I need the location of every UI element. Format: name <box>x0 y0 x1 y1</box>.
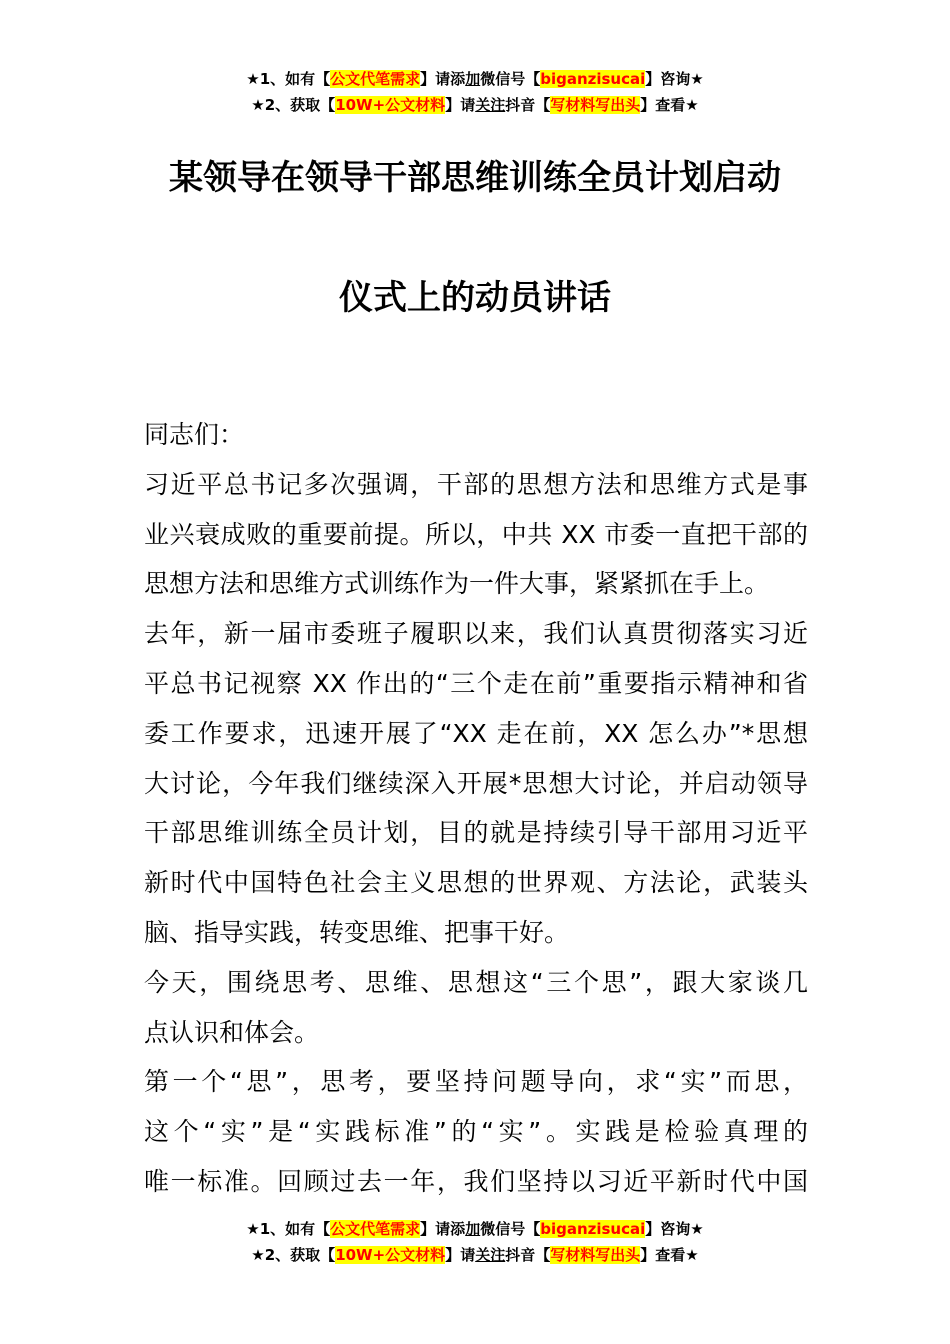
banner-text: ★2、获取【 <box>251 96 336 114</box>
banner-line-2 <box>0 92 950 118</box>
footer-banner <box>0 1216 950 1268</box>
highlight-wechat-id: biganzisucai <box>540 1220 646 1238</box>
banner-text: ★1、如有【 <box>246 70 331 88</box>
body-line: 习近平总书记多次强调，干部的思想方法和思维方式是事 <box>144 469 808 499</box>
banner-text: 】查看★ <box>640 1246 699 1264</box>
header-banner <box>0 66 950 118</box>
banner-text: 抖音【 <box>505 1246 551 1264</box>
salutation: 同志们： <box>144 420 245 449</box>
highlight-materials: 10W+公文材料 <box>335 1246 446 1264</box>
banner-emphasis: 加 <box>465 70 481 88</box>
body-line: 这个“实”是“实践标准”的“实”。实践是检验真理的 <box>144 1117 808 1147</box>
banner-line-1 <box>0 66 950 92</box>
body-line: 脑、指导实践，转变思维、把事干好。 <box>144 917 570 947</box>
banner-emphasis: 加 <box>465 1220 481 1238</box>
body-line: 第一个“思”，思考，要坚持问题导向，求“实”而思， <box>144 1067 808 1097</box>
document-title-line-2: 仪式上的动员讲话 <box>339 278 611 318</box>
body-line: 新时代中国特色社会主义思想的世界观、方法论，武装头 <box>144 868 808 898</box>
highlight-ghostwriting: 公文代笔需求 <box>330 70 421 88</box>
banner-text: 】请 <box>445 1246 476 1264</box>
banner-line-1 <box>0 1216 950 1242</box>
banner-text: 微信号【 <box>480 70 541 88</box>
banner-text: 】请 <box>445 96 476 114</box>
highlight-ghostwriting: 公文代笔需求 <box>330 1220 421 1238</box>
highlight-materials: 10W+公文材料 <box>335 96 446 114</box>
highlight-douyin-account: 写材料写出头 <box>550 1246 641 1264</box>
body-line: 平总书记视察 XX 作出的“三个走在前”重要指示精神和省 <box>144 668 808 698</box>
banner-line-2 <box>0 1242 950 1268</box>
banner-emphasis: 关注 <box>475 1246 506 1264</box>
banner-text: 】咨询★ <box>645 1220 704 1238</box>
banner-text: 】请添 <box>420 1220 466 1238</box>
banner-emphasis: 关注 <box>475 96 506 114</box>
body-line: 委工作要求，迅速开展了“XX 走在前，XX 怎么办”*思想 <box>144 718 808 748</box>
body-line: 唯一标准。回顾过去一年，我们坚持以习近平新时代中国 <box>144 1166 808 1196</box>
body-line: 干部思维训练全员计划，目的就是持续引导干部用习近平 <box>144 818 808 848</box>
banner-text: 】咨询★ <box>645 70 704 88</box>
banner-text: 】请添 <box>420 70 466 88</box>
body-line: 思想方法和思维方式训练作为一件大事，紧紧抓在手上。 <box>144 569 770 599</box>
body-line: 大讨论，今年我们继续深入开展*思想大讨论，并启动领导 <box>144 768 808 798</box>
banner-text: ★1、如有【 <box>246 1220 331 1238</box>
highlight-wechat-id: biganzisucai <box>540 70 646 88</box>
document-body <box>144 410 808 1207</box>
body-line: 业兴衰成败的重要前提。所以，中共 XX 市委一直把干部的 <box>144 519 808 549</box>
highlight-douyin-account: 写材料写出头 <box>550 96 641 114</box>
body-line: 今天，围绕思考、思维、思想这“三个思”，跟大家谈几 <box>144 967 808 997</box>
banner-text: 微信号【 <box>480 1220 541 1238</box>
banner-text: 】查看★ <box>640 96 699 114</box>
body-line: 去年，新一届市委班子履职以来，我们认真贯彻落实习近 <box>144 619 808 649</box>
banner-text: 抖音【 <box>505 96 551 114</box>
document-title-line-1: 某领导在领导干部思维训练全员计划启动 <box>169 158 781 198</box>
banner-text: ★2、获取【 <box>251 1246 336 1264</box>
body-line: 点认识和体会。 <box>144 1017 320 1047</box>
